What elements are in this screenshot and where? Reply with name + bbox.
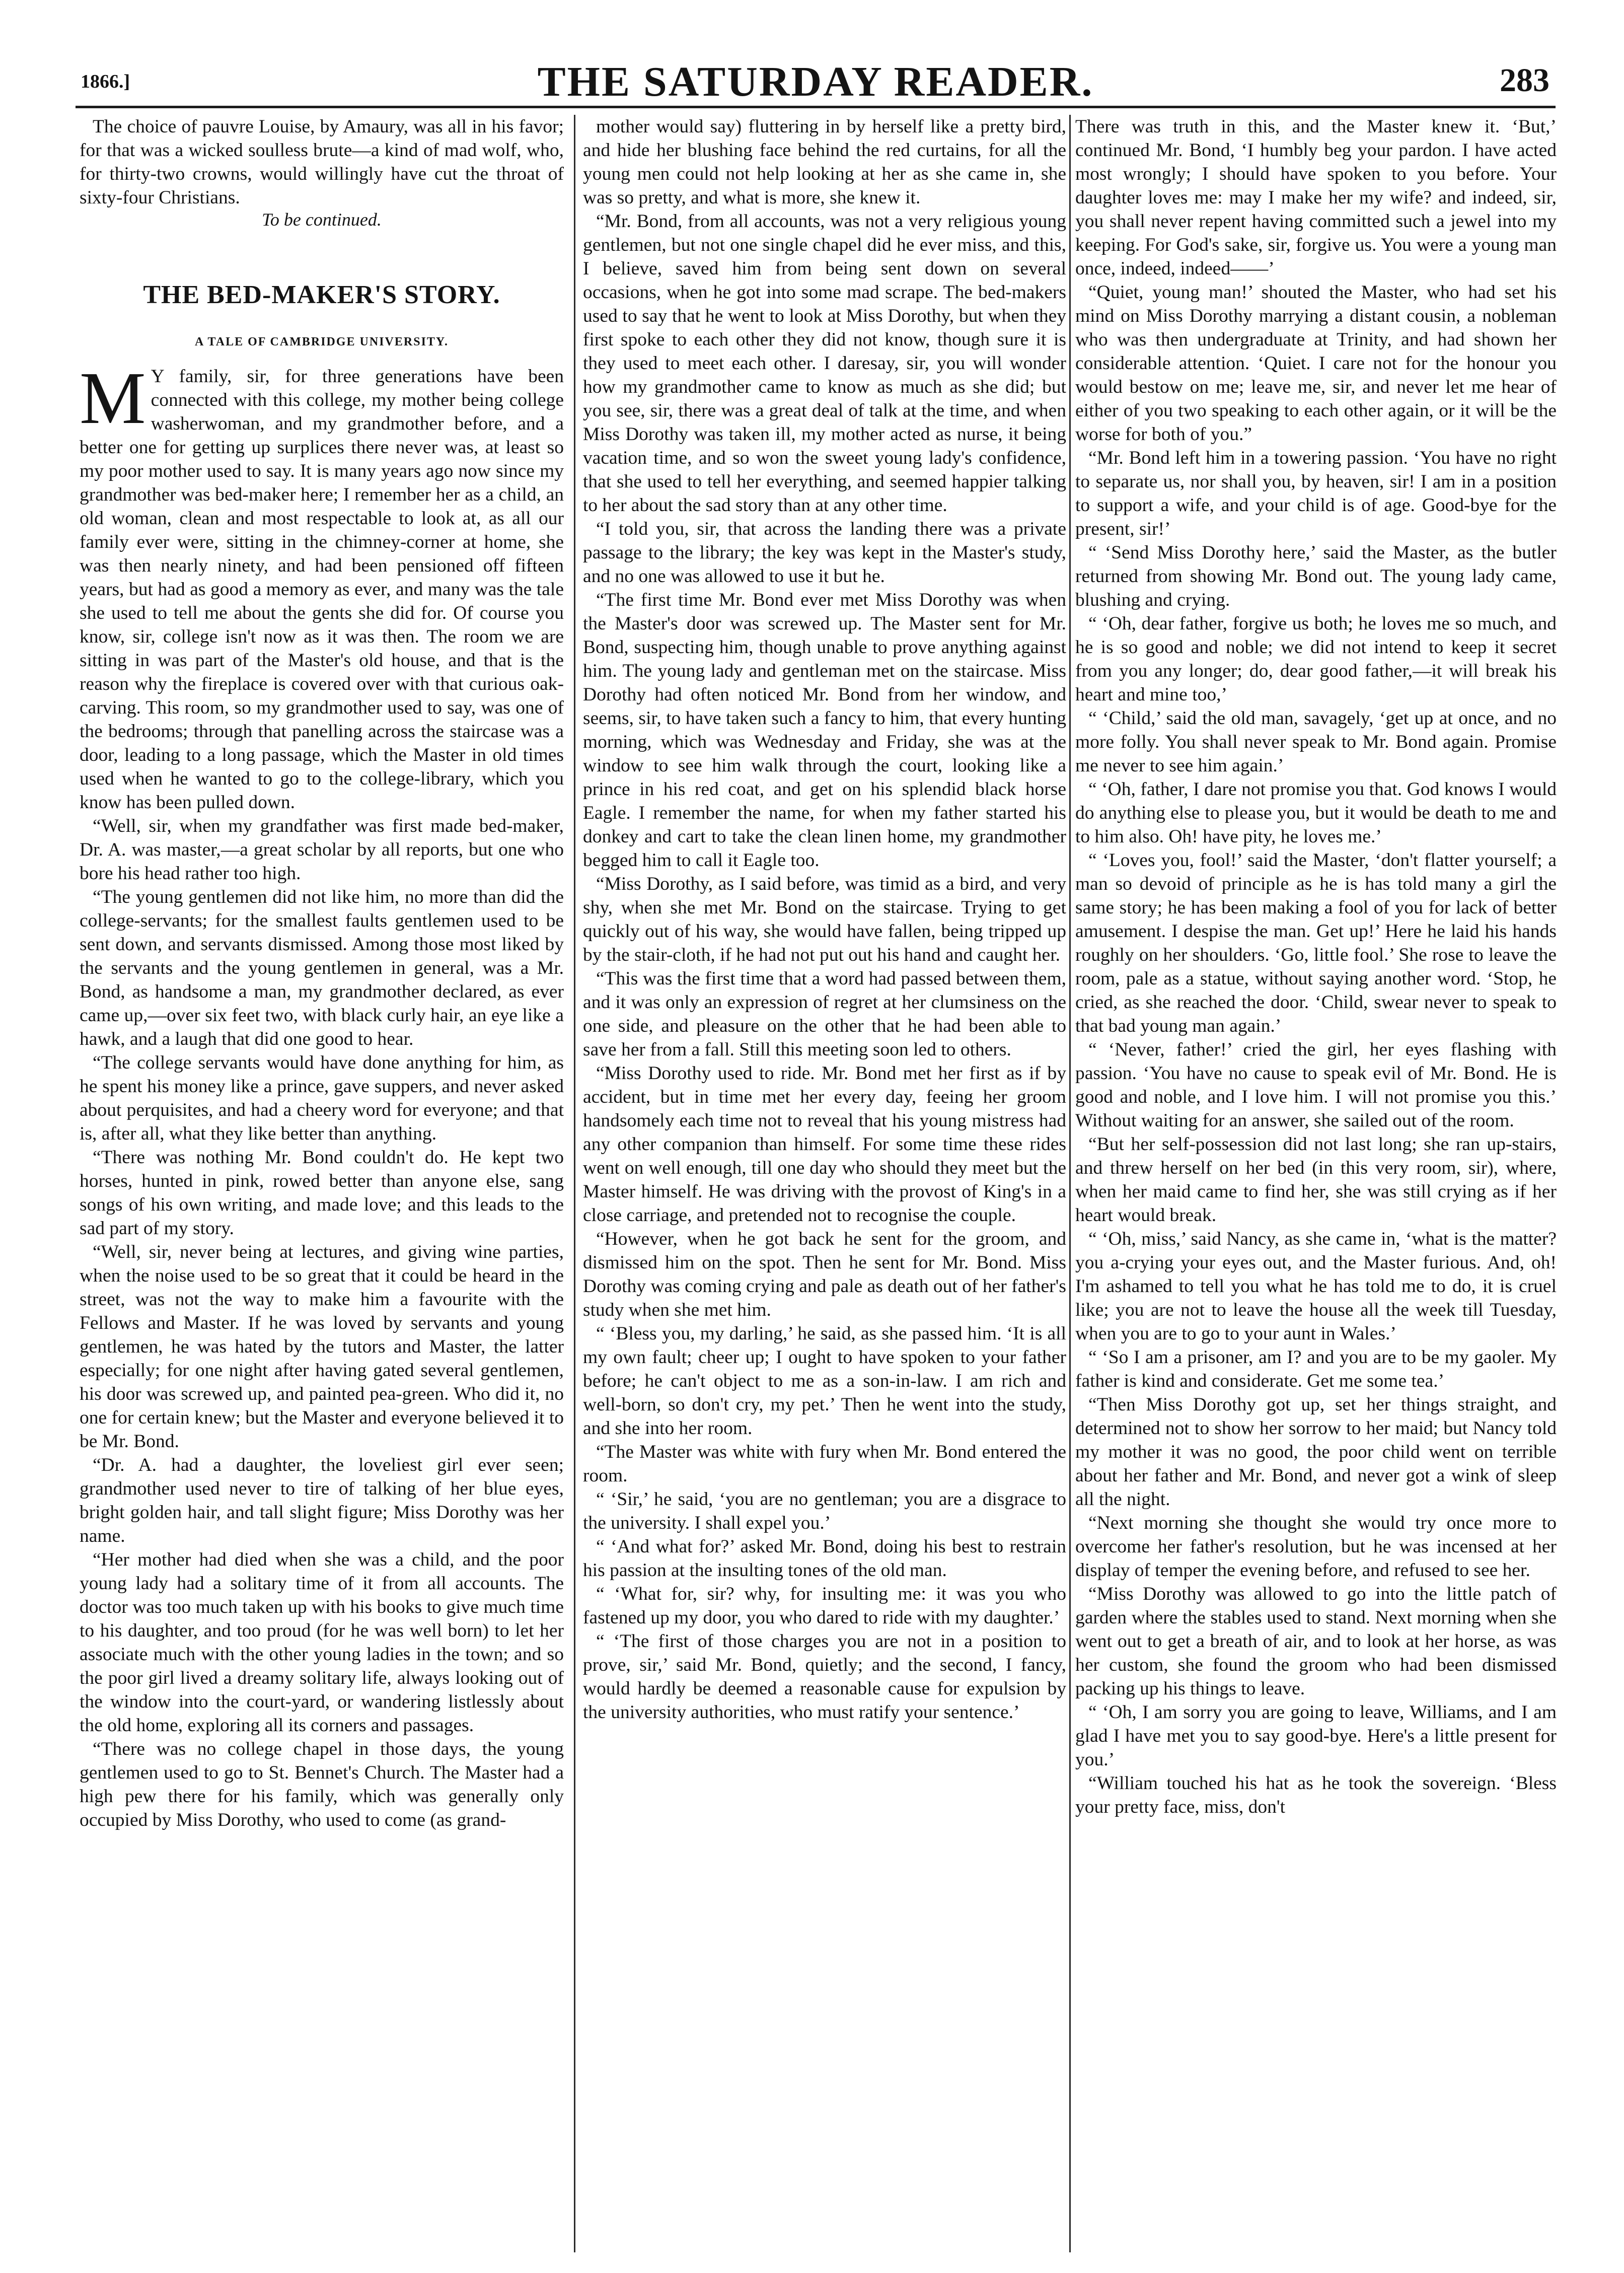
to-be-continued-note: To be continued. (262, 209, 382, 230)
paragraph: “Miss Dorothy was allowed to go into the little patch of garden where the stables used to stand. Next morning when she went out to get a breath of air, and to look at her horse, as was her custom, she found the groom who had been dismissed packing up his things to leave. (1075, 1584, 1557, 1699)
paragraph: “ ‘Send Miss Dorothy here,’ said the Master, as the butler returned from showing Mr. Bond out. The young lady came, blushing and crying. (1075, 542, 1557, 610)
masthead (76, 50, 1556, 108)
paragraph: “ ‘And what for?’ asked Mr. Bond, doing his best to restrain his passion at the insulting tones of the old man. (583, 1536, 1066, 1581)
paragraph: “There was no college chapel in those days, the young gentlemen used to go to St. Bennet's Church. The Master had a high pew there for his family, which was generally only occupied by Miss Dorothy, who used to come (as grand- (80, 1739, 564, 1830)
story-opening-paragraph (80, 357, 564, 814)
column-rule (574, 115, 575, 2252)
column-left-paragraphs (80, 814, 564, 1832)
issue-year: 1866.] (81, 71, 130, 92)
continued-story-ending: The choice of pauvre Louise, by Amaury, was all in his favor; for that was a wicked soulless brute—a kind of mad wolf, who, for thirty-two crowns, would willingly have cut the throat of sixty-four Christians. (80, 116, 564, 208)
paragraph: “Miss Dorothy, as I said before, was timid as a bird, and very shy, when she met Mr. Bond on the staircase. Trying to get quickly out of his way, she would have fallen, being tripped up by the stair-cloth, if he had not put out his hand and caught her. (583, 874, 1066, 965)
story-subtitle: A TALE OF CAMBRIDGE UNIVERSITY. (194, 335, 449, 348)
column-left (80, 115, 564, 2250)
paragraph: “ ‘Child,’ said the old man, savagely, ‘get up at once, and no more folly. You shall never speak to Mr. Bond again. Promise me never to see him again.’ (1075, 708, 1557, 776)
paragraph: “Quiet, young man!’ shouted the Master, who had set his mind on Miss Dorothy marrying a distant cousin, a nobleman who was then undergraduate at Trinity, and had shown her considerable attention. ‘Quiet. I care not for the honour you would bestow on me; leave me, sir, and never let me hear of either of you two speaking to each other again, or it will be the worse for both of you.” (1075, 282, 1557, 445)
paragraph: “ ‘Never, father!’ cried the girl, her eyes flashing with passion. ‘You have no cause to speak evil of Mr. Bond. He is good and noble, and I love him. I will not promise you this.’ Without waiting for an answer, she sailed out of the room. (1075, 1039, 1557, 1131)
paragraph: “Her mother had died when she was a child, and the poor young lady had a solitary time of it from all accounts. The doctor was too much taken up with his books to give much time to his daughter, and too proud (for he was well born) to let her associate much with the other young ladies in the town; and so the poor girl lived a dreamy solitary life, always looking out of the window into the court-yard, or wandering listlessly about the old home, exploring all its corners and passages. (80, 1549, 564, 1736)
page-number: 283 (1500, 62, 1549, 99)
column-rule (1069, 115, 1071, 2252)
paragraph: “There was nothing Mr. Bond couldn't do. He kept two horses, hunted in pink, rowed better than anyone else, sang songs of his own writing, and made love; and this leads to the sad part of my story. (80, 1147, 564, 1239)
paragraph: “ ‘Bless you, my darling,’ he said, as she passed him. ‘It is all my own fault; cheer up; I ought to have spoken to your father before; he can't object to me as a son-in-law. I am rich and well-born, so don't cry, my pet.’ Then he went into the study, and she into her room. (583, 1323, 1066, 1439)
paragraph: “ ‘The first of those charges you are not in a position to prove, sir,’ said Mr. Bond, quietly; and the second, I fancy, would hardly be deemed a reasonable cause for expulsion by the university authorities, who must ratify your sentence.’ (583, 1631, 1066, 1723)
paragraph: “The college servants would have done anything for him, as he spent his money like a prince, gave suppers, and never asked about perquisites, and had a cheery word for everyone; and that is, after all, what they like better than anything. (80, 1052, 564, 1144)
paragraph: “The Master was white with fury when Mr. Bond entered the room. (583, 1442, 1066, 1486)
column-right-paragraphs (1075, 280, 1557, 1819)
paragraph: “Mr. Bond, from all accounts, was not a very religious young gentlemen, but not one single chapel did he ever miss, and this, I believe, saved him from being sent down on several occasions, when he got into some mad scrape. The bed-makers used to say that he went to look at Miss Dorothy, but when they first spoke to each other they did not know, though sure it is they used to meet each other. I daresay, sir, you will wonder how my grandmother came to know as much as she did; but you see, sir, there was a great deal of talk at the time, and when Miss Dorothy was taken ill, my mother acted as nurse, it being vacation time, and so won the sweet young lady's confidence, that she used to tell her everything, and seemed happier talking to her about the sad story than at any other time. (583, 211, 1066, 516)
column-middle (583, 115, 1066, 2250)
paragraph: “ ‘Loves you, fool!’ said the Master, ‘don't flatter yourself; a man so devoid of principle as he is has told many a girl the same story; he has been making a fool of you for lack of better amusement. I despise the man. Get up!’ Here he laid his hands roughly on her shoulders. ‘Go, little fool.’ She rose to leave the room, pale as a statue, without saying another word. ‘Stop, he cried, as she reached the door. ‘Child, swear never to speak to that bad young man again.’ (1075, 850, 1557, 1036)
paragraph: “William touched his hat as he took the sovereign. ‘Bless your pretty face, miss, don't (1075, 1773, 1557, 1817)
column-right-first-paragraph: There was truth in this, and the Master knew it. ‘But,’ continued Mr. Bond, ‘I humbly beg your pardon. I have acted most wrongly; I should have spoken to you before. Your daughter loves me: may I make her my wife? and indeed, sir, you shall never repent having committed such a jewel into my keeping. For God's sake, sir, forgive us. You were a young man once, indeed, indeed——’ (1075, 116, 1557, 279)
paragraph: “ ‘Sir,’ he said, ‘you are no gentleman; you are a disgrace to the university. I shall expel you.’ (583, 1489, 1066, 1533)
column-middle-paragraphs (583, 115, 1066, 1724)
paragraph: “The young gentlemen did not like him, no more than did the college-servants; for the smallest faults gentlemen used to be sent down, and servants dismissed. Among those most liked by the servants and the young gentlemen in general, was a Mr. Bond, as handsome a man, my grandmother declared, as ever came up,—over six feet two, with black curly hair, an eye like a hawk, and a laugh that did one good to hear. (80, 887, 564, 1049)
paragraph: “ ‘Oh, dear father, forgive us both; he loves me so much, and he is so good and noble; we did not intend to keep it secret from you any longer; do, dear good father,—it will break his heart and mine too,’ (1075, 613, 1557, 705)
paragraph: “ ‘Oh, miss,’ said Nancy, as she came in, ‘what is the matter? you a-crying your eyes out, and the Master furious. And, oh! I'm ashamed to tell you what he has told me to do, it is cruel like; you are not to leave the house all the week till Tuesday, when you are to go to your aunt in Wales.’ (1075, 1229, 1557, 1344)
paragraph: “Well, sir, when my grandfather was first made bed-maker, Dr. A. was master,—a great scholar by all reports, but one who bore his head rather too high. (80, 816, 564, 884)
paragraph: “ ‘So I am a prisoner, am I? and you are to be my gaoler. My father is kind and considerate. Get me some tea.’ (1075, 1347, 1557, 1391)
paragraph: “Mr. Bond left him in a towering passion. ‘You have no right to separate us, nor shall you, by heaven, sir! I am in a position to support a wife, and your child is of age. Good-bye for the present, sir!’ (1075, 448, 1557, 539)
paragraph: “Then Miss Dorothy got up, set her things straight, and determined not to show her sorrow to her maid; but Nancy told my mother it was no good, the poor child went on terrible about her father and Mr. Bond, and never got a wink of sleep all the night. (1075, 1394, 1557, 1510)
paragraph: “However, when he got back he sent for the groom, and dismissed him on the spot. Then he sent for Mr. Bond. Miss Dorothy was coming crying and pale as death out of her father's study when she met him. (583, 1229, 1066, 1320)
column-right (1075, 115, 1557, 2250)
paragraph: “Dr. A. had a daughter, the loveliest girl ever seen; grandmother used never to tire of talking of her blue eyes, bright golden hair, and tall slight figure; Miss Dorothy was her name. (80, 1455, 564, 1546)
paragraph: “ ‘Oh, I am sorry you are going to leave, Williams, and I am glad I have met you to say good-bye. Here's a little present for you.’ (1075, 1702, 1557, 1770)
story-title: THE BED-MAKER'S STORY. (143, 280, 500, 309)
paragraph: “I told you, sir, that across the landing there was a private passage to the library; the key was kept in the Master's study, and no one was allowed to use it but he. (583, 519, 1066, 587)
paragraph: “Well, sir, never being at lectures, and giving wine parties, when the noise used to be so great that it could be heard in the street, was not the way to make him a favourite with the Fellows and Master. If he was loved by servants and young gentlemen, he was hated by the tutors and Master, the latter especially; for one night after having gated several gentlemen, his door was screwed up, and painted pea-green. Who did it, no one for certain knew; but the Master and everyone believed it to be Mr. Bond. (80, 1242, 564, 1452)
paragraph: “But her self-possession did not last long; she ran up-stairs, and threw herself on her bed (in this very room, sir), where, when her maid came to find her, she was still crying as if her heart would break. (1075, 1134, 1557, 1226)
paragraph: “ ‘Oh, father, I dare not promise you that. God knows I would do anything else to please you, but it would be death to me and to him also. Oh! have pity, he loves me.’ (1075, 779, 1557, 847)
paragraph: “The first time Mr. Bond ever met Miss Dorothy was when the Master's door was screwed up. The Master sent for Mr. Bond, suspecting him, though unable to prove anything against him. The young lady and gentleman met on the staircase. Miss Dorothy had often noticed Mr. Bond from her window, and seems, sir, to have taken such a fancy to him, that every hunting morning, which was Wednesday and Friday, she was at the window to see him walk through the court, looking like a prince in his red coat, and get on his splendid black horse Eagle. I remember the name, for when my father started his donkey and cart to take the clean linen home, my grandmother begged him to call it Eagle too. (583, 590, 1066, 871)
paragraph: “Miss Dorothy used to ride. Mr. Bond met her first as if by accident, but in time met her every day, feeing her groom handsomely each time not to reveal that his young mistress had any other companion than himself. For some time these rides went on well enough, till one day who should they meet but the Master himself. He was driving with the provost of King's in a close carriage, and pretended not to recognise the couple. (583, 1063, 1066, 1226)
publication-title: THE SATURDAY READER. (537, 58, 1094, 105)
paragraph: “ ‘What for, sir? why, for insulting me: it was you who fastened up my door, you who dared to ride with my daughter.’ (583, 1584, 1066, 1628)
drop-cap: M (80, 357, 146, 440)
paragraph: mother would say) fluttering in by herself like a pretty bird, and hide her blushing face behind the red curtains, for all the young men could not help looking at her as she came in, she was so pretty, and what is more, she knew it. (583, 116, 1066, 208)
paragraph: “Next morning she thought she would try once more to overcome her father's resolution, but he was incensed at her display of temper the evening before, and refused to see her. (1075, 1513, 1557, 1581)
paragraph: “This was the first time that a word had passed between them, and it was only an expression of regret at her clumsiness on the one side, and pleasure on the other that he had been able to save her from a fall. Still this meeting soon led to others. (583, 968, 1066, 1060)
opening-text: Y family, sir, for three generations have been connected with this college, my mother being college washerwoman, and my grandmother before, and a better one for getting up surplices there never was, at least so my poor mother used to say. It is many years ago now since my grandmother was bed-maker here; I remember her as a child, an old woman, clean and most respectable to look at, as all our family ever were, sitting in the chimney-corner at home, she was then nearly ninety, and had been pensioned off fifteen years, but had as good a memory as ever, and many was the tale she used to tell me about the gents she did for. Of course you know, sir, college isn't now as it was then. The room we are sitting in was part of the Master's old house, and that is the reason why the fireplace is covered over with that curious oak-carving. This room, so my grandmother used to say, was one of the bedrooms; through that panelling across the staircase was a door, leading to a long passage, which the Master in old times used when he wanted to go to the college-library, which you know has been pulled down. (80, 366, 564, 813)
